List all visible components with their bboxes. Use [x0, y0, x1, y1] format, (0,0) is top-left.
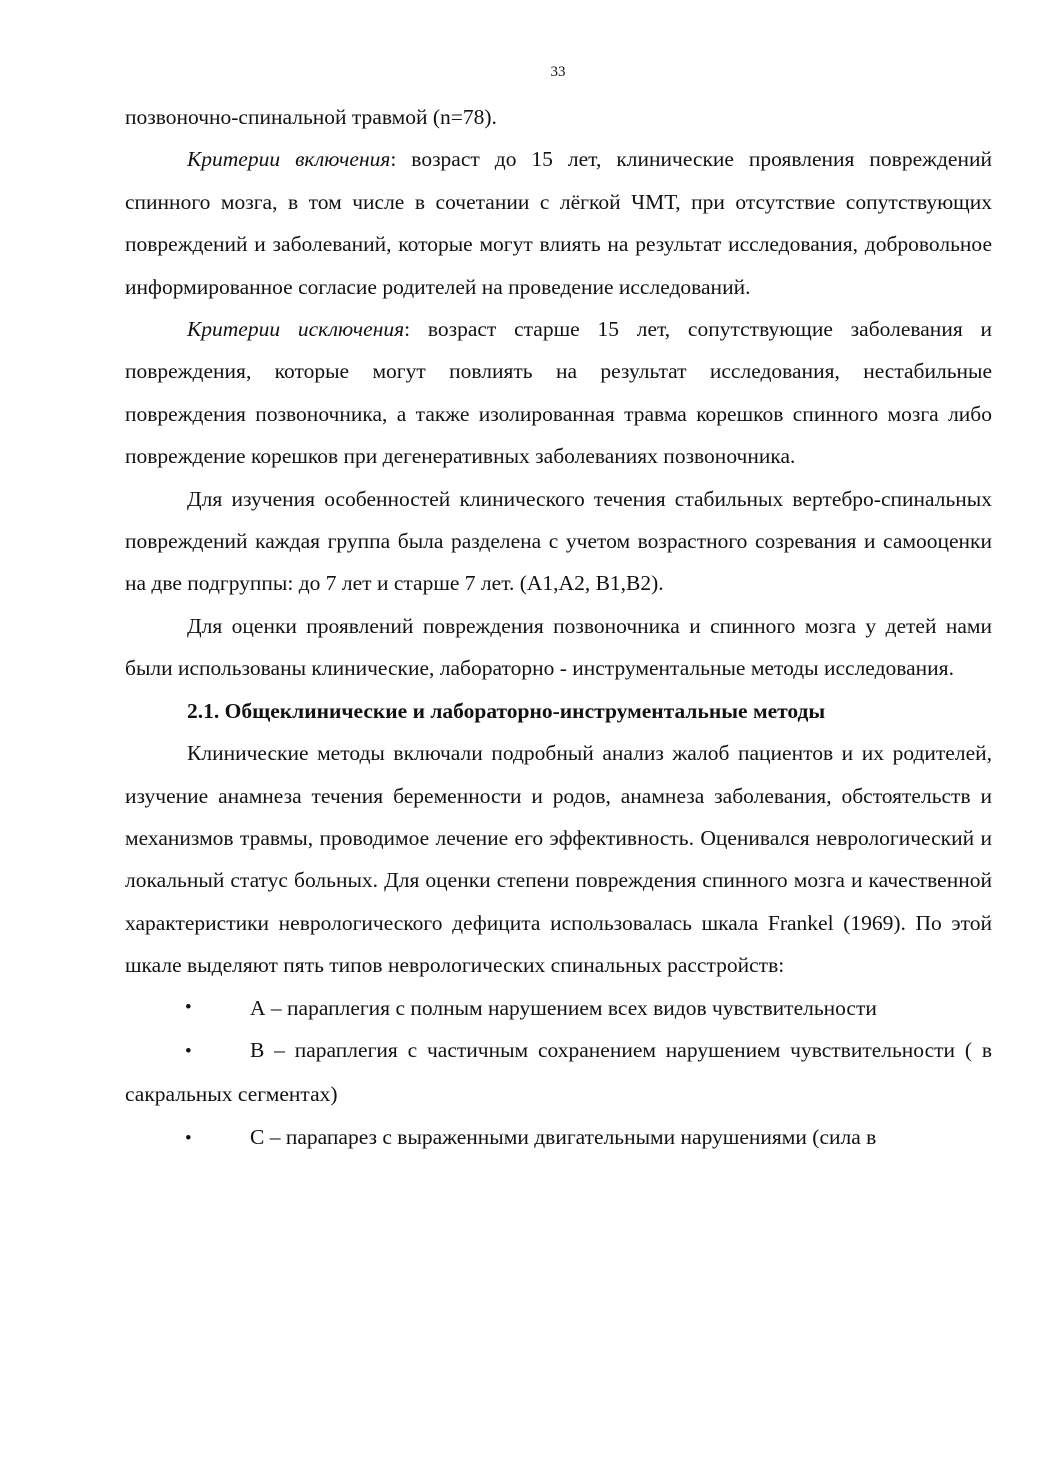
list-item-text: А – параплегия с полным нарушением всех видов чувствительности [250, 995, 877, 1020]
bullet-icon: • [185, 1127, 192, 1149]
page-content [125, 96, 992, 1160]
paragraph-methods: Для оценки проявлений повреждения позвоночника и спинного мозга у детей нами были использованы клинические, лабораторно - инструментальные методы исследования. [125, 613, 992, 681]
paragraph-continuation: позвоночно-спинальной травмой (n=78). [125, 105, 497, 129]
paragraph-subgroups: Для изучения особенностей клинического течения стабильных вертебро-спинальных повреждений каждая группа была разделена с учетом возрастного созревания и самооценки на две подгруппы: до 7 лет и старше 7 лет. (А1,А2, В1,В2). [125, 486, 992, 596]
exclusion-criteria-term: Критерии исключения [187, 317, 405, 342]
page-number: 33 [550, 64, 566, 80]
paragraph-exclusion-criteria [125, 308, 992, 478]
exclusion-criteria-text: : возраст старше 15 лет, сопутствующие заболевания и повреждения, которые могут повлиять на результат исследования, нестабильные повреждения позвоночника, а также изолированная травма корешков спинного мозга либо повреждение корешков при дегенеративных заболеваниях позвоночника. [125, 317, 992, 469]
inclusion-criteria-term: Критерии включения [187, 147, 391, 172]
section-heading: 2.1. Общеклинические и лабораторно-инструментальные методы [187, 698, 826, 723]
inclusion-criteria-text: : возраст до 15 лет, клинические проявления повреждений спинного мозга, в том числе в сочетании с лёгкой ЧМТ, при отсутствие сопутствующих повреждений и заболеваний, которые могут влиять на результат исследования, добровольное информированное согласие родителей на проведение исследований. [125, 147, 992, 299]
bullet-icon: • [185, 996, 192, 1018]
paragraph-inclusion-criteria [125, 138, 992, 308]
bullet-icon: • [185, 1040, 192, 1062]
list-item-frankel-b [125, 1029, 992, 1116]
paragraph-clinical-methods: Клинические методы включали подробный анализ жалоб пациентов и их родителей, изучение анамнеза течения беременности и родов, анамнеза заболевания, обстоятельств и механизмов травмы, проводимое лечение его эффективность. Оценивался неврологический и локальный статус больных. Для оценки степени повреждения спинного мозга и качественной характеристики неврологического дефицита использовалась шкала Frankel (1969). По этой шкале выделяют пять типов неврологических спинальных расстройств: [125, 741, 992, 978]
list-item-frankel-c [125, 1116, 992, 1160]
list-item-frankel-a [125, 987, 992, 1029]
list-item-text: В – параплегия с частичным сохранением нарушением чувствительности ( в сакральных сегментах) [125, 1037, 992, 1107]
list-item-text: С – парапарез с выраженными двигательными нарушениями (сила в [250, 1124, 877, 1149]
